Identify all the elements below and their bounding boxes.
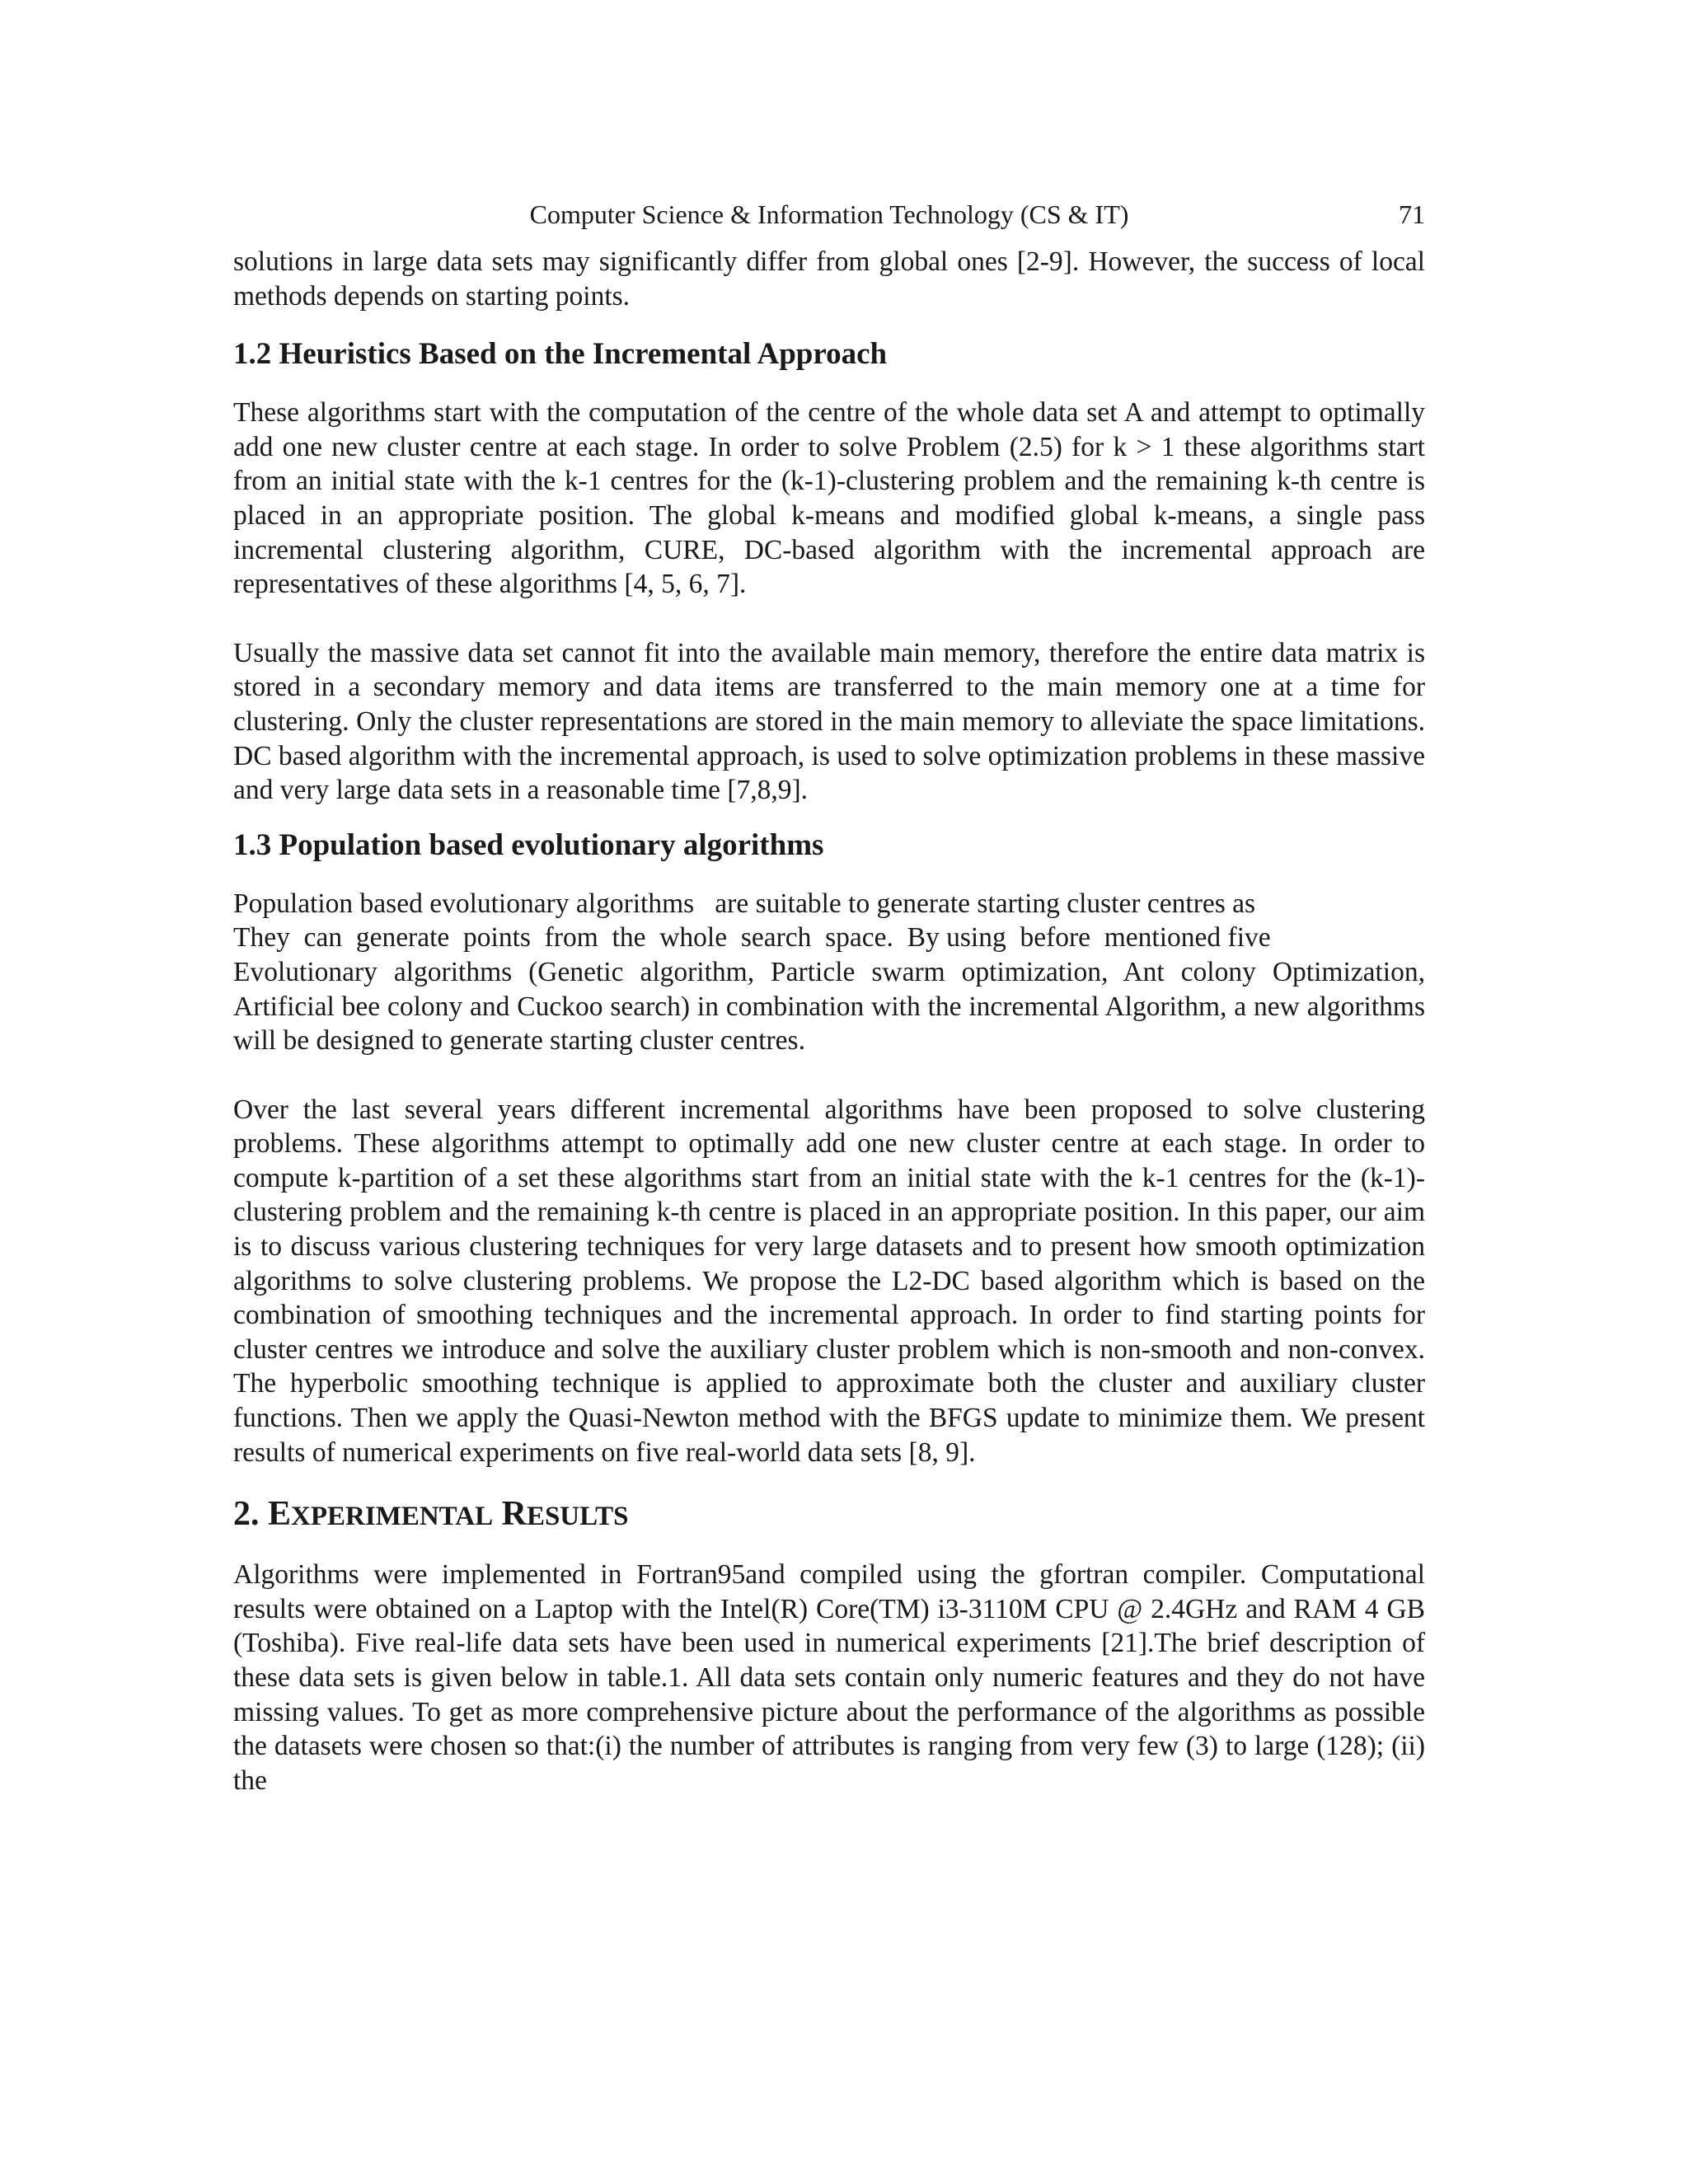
spacer	[233, 808, 1425, 823]
section-1-2-heading: 1.2 Heuristics Based on the Incremental Approach	[233, 337, 888, 372]
page-number: 71	[1399, 199, 1425, 229]
intro-paragraph: solutions in large data sets may significantly differ from global ones [2-9]. However, the success of local methods depends on starting points.	[233, 246, 1425, 312]
section-2-heading	[233, 1488, 1425, 1543]
body-text	[233, 245, 1425, 1797]
paper-page	[233, 0, 1425, 2184]
section-1-3-heading: 1.3 Population based evolutionary algorithms	[233, 827, 824, 862]
section-1-2-paragraph-2: Usually the massive data set cannot fit into the available main memory, therefore the entire data matrix is stored in a secondary memory and data items are transferred to the main memory one at a time for clustering. Only the cluster representations are stored in the main memory to alleviate the space limitations. DC based algorithm with the incremental approach, is used to solve optimization problems in these massive and very large data sets in a reasonable time [7,8,9].	[233, 637, 1425, 806]
journal-title: Computer Science & Information Technology (CS & IT)	[529, 199, 1129, 229]
spacer	[233, 602, 1425, 636]
spacer	[233, 1058, 1425, 1093]
section-1-3-paragraph-1-line-1: Population based evolutionary algorithms are suitable to generate starting cluster centres as	[233, 888, 1256, 919]
section-2-heading-initial-e: E	[268, 1495, 292, 1534]
section-1-3-paragraph-1	[233, 887, 1425, 1058]
section-2-heading-initial-r: R	[501, 1495, 527, 1534]
spacer	[233, 313, 1425, 331]
section-2-number: 2.	[233, 1495, 260, 1534]
section-1-2-paragraph-1: These algorithms start with the computation of the centre of the whole data set A and attempt to optimally add one new cluster centre at each stage. In order to solve Problem (2.5) for k > 1 these algorithms start from an initial state with the k-1 centres for the (k-1)-clustering problem and the remaining k-th centre is placed in an appropriate position. The global k-means and modified global k-means, a single pass incremental clustering algorithm, CURE, DC-based algorithm with the incremental approach are representatives of these algorithms [4, 5, 6, 7].	[233, 397, 1425, 600]
running-header	[233, 198, 1425, 231]
spacer	[233, 869, 1425, 887]
section-1-3-paragraph-1-rest: Evolutionary algorithms (Genetic algorithm, Particle swarm optimization, Ant colony Optimization, Artificial bee colony and Cuckoo search) in combination with the incremental Algorithm, a new algorithms will be designed to generate starting cluster centres.	[233, 956, 1425, 1057]
section-1-3-paragraph-1-line-2: They can generate points from the whole search space. By using before mentioned five	[233, 922, 1271, 954]
section-1-3-paragraph-2: Over the last several years different incremental algorithms have been proposed to solve clustering problems. These algorithms attempt to optimally add one new cluster centre at each stage. In order to compute k-partition of a set these algorithms start from an initial state with the k-1 centres for the (k-1)-clustering problem and the remaining k-th centre is placed in an appropriate position. In this paper, our aim is to discuss various clustering techniques for very large datasets and to present how smooth optimization algorithms to solve clustering problems. We propose the L2-DC based algorithm which is based on the combination of smoothing techniques and the incremental approach. In order to find starting points for cluster centres we introduce and solve the auxiliary cluster problem which is non-smooth and non-convex. The hyperbolic smoothing technique is applied to approximate both the cluster and auxiliary cluster functions. Then we apply the Quasi-Newton method with the BFGS update to minimize them. We present results of numerical experiments on five real-world data sets [8, 9].	[233, 1094, 1425, 1468]
spacer	[233, 1469, 1425, 1488]
spacer	[233, 377, 1425, 396]
section-2-heading-rest-2: ESULTS	[526, 1502, 629, 1532]
section-2-paragraph-1: Algorithms were implemented in Fortran95and compiled using the gfortran compiler. Computational results were obtained on a Laptop with the Intel(R) Core(TM) i3-3110M CPU @ 2.4GHz and RAM 4 GB (Toshiba). Five real-life data sets have been used in numerical experiments [21].The brief description of these data sets is given below in table.1. All data sets contain only numeric features and they do not have missing values. To get as more comprehensive picture about the performance of the algorithms as possible the datasets were chosen so that:(i) the number of attributes is ranging from very few (3) to large (128); (ii) the	[233, 1559, 1425, 1796]
spacer	[233, 1543, 1425, 1558]
section-2-heading-rest-1: XPERIMENTAL	[291, 1502, 494, 1532]
